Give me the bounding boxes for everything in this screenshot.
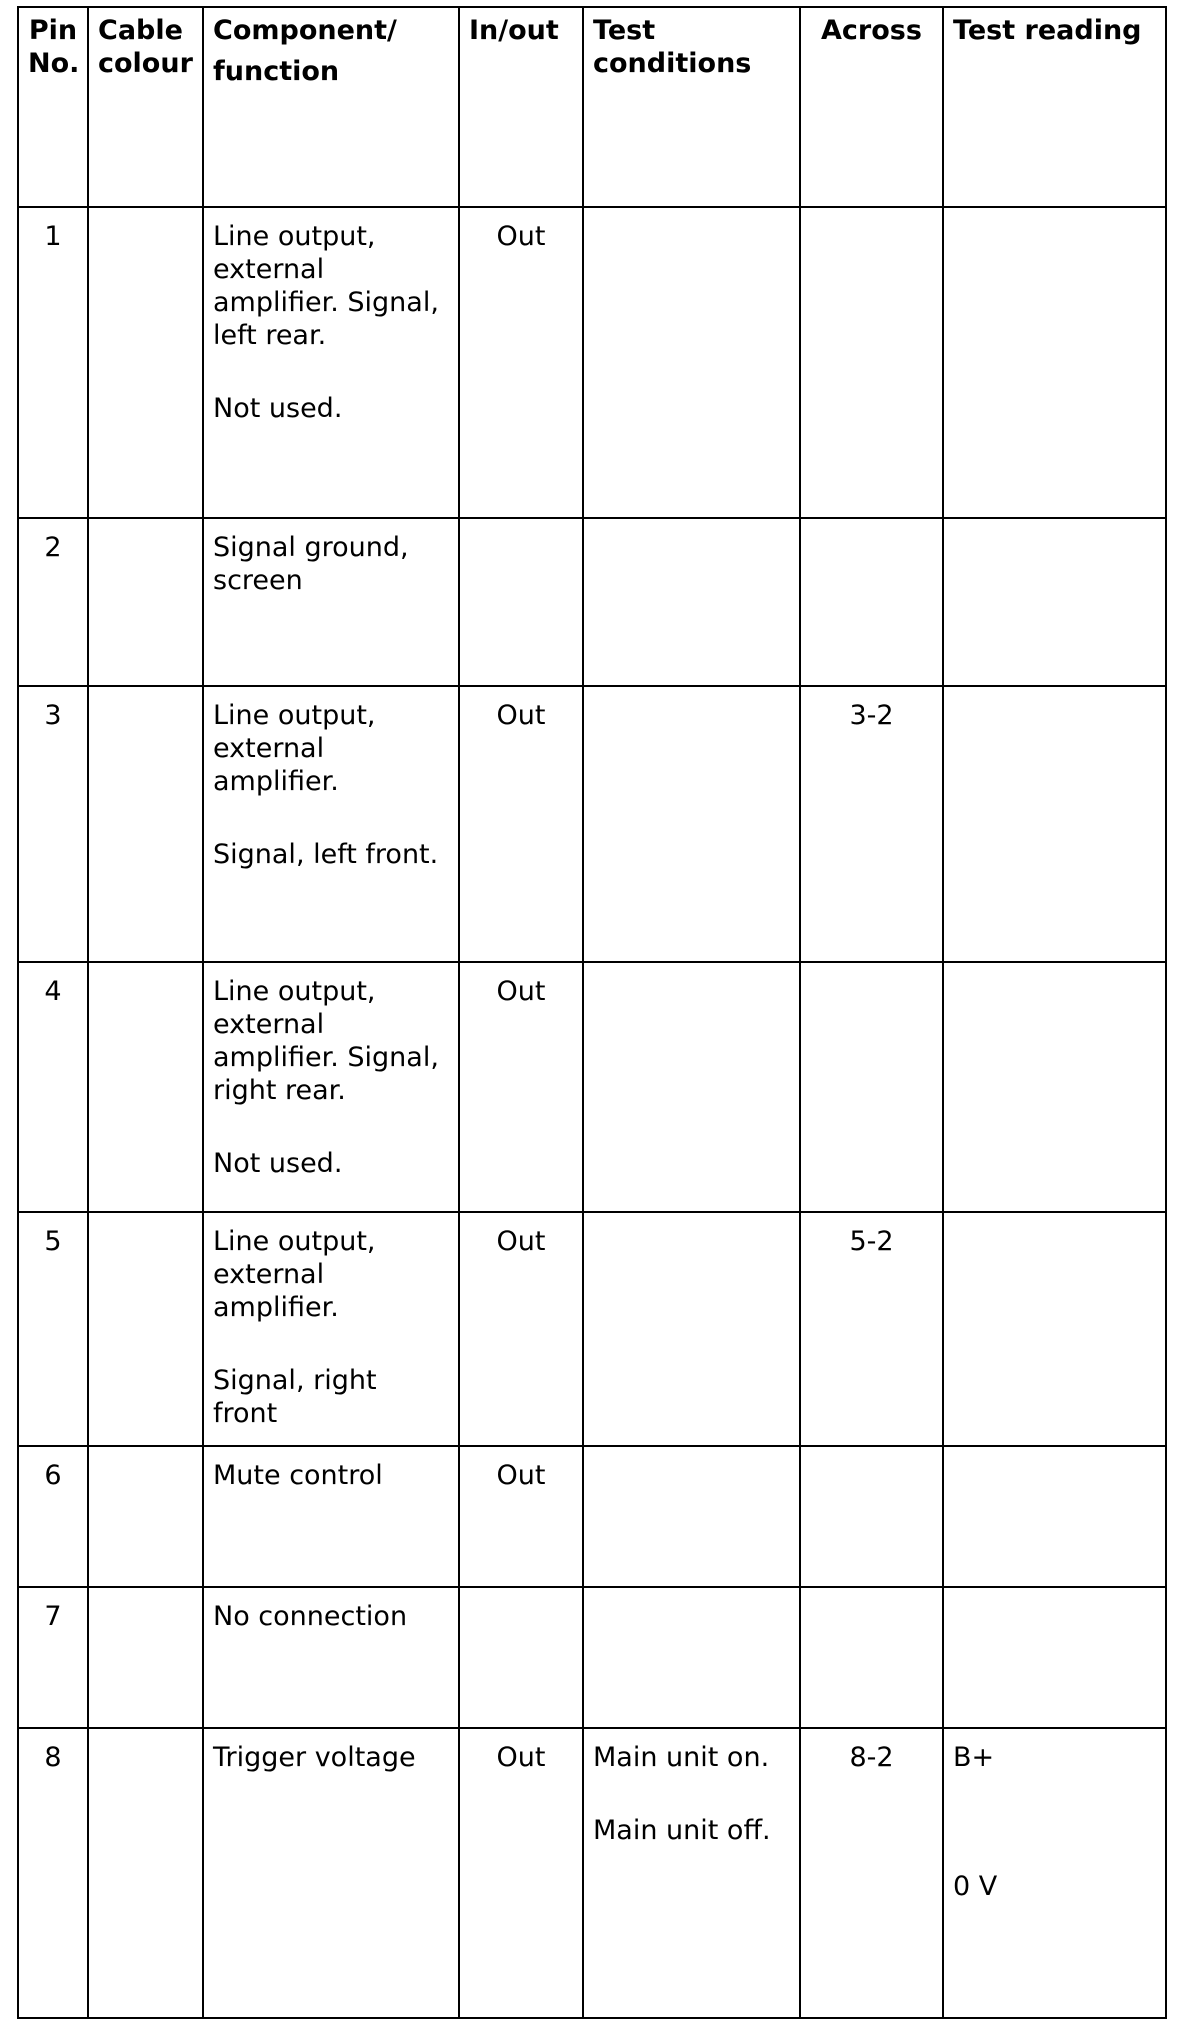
table-row (18, 1446, 1166, 1587)
test-conditions-cell (583, 1446, 800, 1587)
test-conditions-cell (583, 686, 800, 962)
component-cell: No connection (203, 1587, 459, 1728)
component-cell: Signal ground, screen (203, 518, 459, 686)
pin-number: 6 (18, 1446, 88, 1587)
test-reading-cell (943, 1446, 1166, 1587)
test-conditions-cell (583, 1587, 800, 1728)
table-row (18, 1728, 1166, 2018)
header-in-out: In/out (459, 7, 583, 207)
pin-number: 3 (18, 686, 88, 962)
pin-number: 1 (18, 207, 88, 518)
in-out-cell: Out (459, 686, 583, 962)
header-row (18, 7, 1166, 207)
header-across: Across (800, 7, 943, 207)
pin-number: 5 (18, 1212, 88, 1446)
across-cell (800, 207, 943, 518)
component-cell: Trigger voltage (203, 1728, 459, 2018)
test-reading-cell (943, 1587, 1166, 1728)
in-out-cell (459, 1587, 583, 1728)
component-cell: Line output, external amplifier. Signal, right rear. Not used. (203, 962, 459, 1212)
in-out-cell: Out (459, 207, 583, 518)
component-cell: Line output, external amplifier. Signal, left front. (203, 686, 459, 962)
across-cell (800, 1587, 943, 1728)
cable-colour-cell (88, 518, 203, 686)
cable-colour-cell (88, 1212, 203, 1446)
cable-colour-cell (88, 1587, 203, 1728)
component-cell: Mute control (203, 1446, 459, 1587)
header-test-conditions: Test conditions (583, 7, 800, 207)
header-component-function: Component/ function (203, 7, 459, 207)
table-row (18, 1212, 1166, 1446)
pin-table (17, 6, 1167, 2019)
pin-number: 8 (18, 1728, 88, 2018)
pin-number: 7 (18, 1587, 88, 1728)
across-cell (800, 1446, 943, 1587)
test-conditions-cell: Main unit on. Main unit off. (583, 1728, 800, 2018)
table-row (18, 1587, 1166, 1728)
table-row (18, 518, 1166, 686)
test-conditions-cell (583, 962, 800, 1212)
in-out-cell: Out (459, 962, 583, 1212)
in-out-cell: Out (459, 1728, 583, 2018)
cable-colour-cell (88, 207, 203, 518)
header-test-reading: Test reading (943, 7, 1166, 207)
pin-number: 2 (18, 518, 88, 686)
across-cell: 8-2 (800, 1728, 943, 2018)
test-reading-cell (943, 686, 1166, 962)
test-reading-cell (943, 207, 1166, 518)
across-cell: 3-2 (800, 686, 943, 962)
across-cell (800, 518, 943, 686)
component-cell: Line output, external amplifier. Signal, left rear. Not used. (203, 207, 459, 518)
pin-number: 4 (18, 962, 88, 1212)
table-row (18, 207, 1166, 518)
test-reading-cell: B+ 0 V (943, 1728, 1166, 2018)
test-reading-cell (943, 518, 1166, 686)
table-row (18, 962, 1166, 1212)
across-cell: 5-2 (800, 1212, 943, 1446)
test-reading-cell (943, 962, 1166, 1212)
cable-colour-cell (88, 962, 203, 1212)
test-conditions-cell (583, 518, 800, 686)
header-pin-no: Pin No. (18, 7, 88, 207)
in-out-cell (459, 518, 583, 686)
table-row (18, 686, 1166, 962)
in-out-cell: Out (459, 1446, 583, 1587)
across-cell (800, 962, 943, 1212)
component-cell: Line output, external amplifier. Signal, right front (203, 1212, 459, 1446)
test-reading-cell (943, 1212, 1166, 1446)
in-out-cell: Out (459, 1212, 583, 1446)
cable-colour-cell (88, 686, 203, 962)
test-conditions-cell (583, 1212, 800, 1446)
cable-colour-cell (88, 1728, 203, 2018)
cable-colour-cell (88, 1446, 203, 1587)
header-cable-colour: Cable colour (88, 7, 203, 207)
test-conditions-cell (583, 207, 800, 518)
